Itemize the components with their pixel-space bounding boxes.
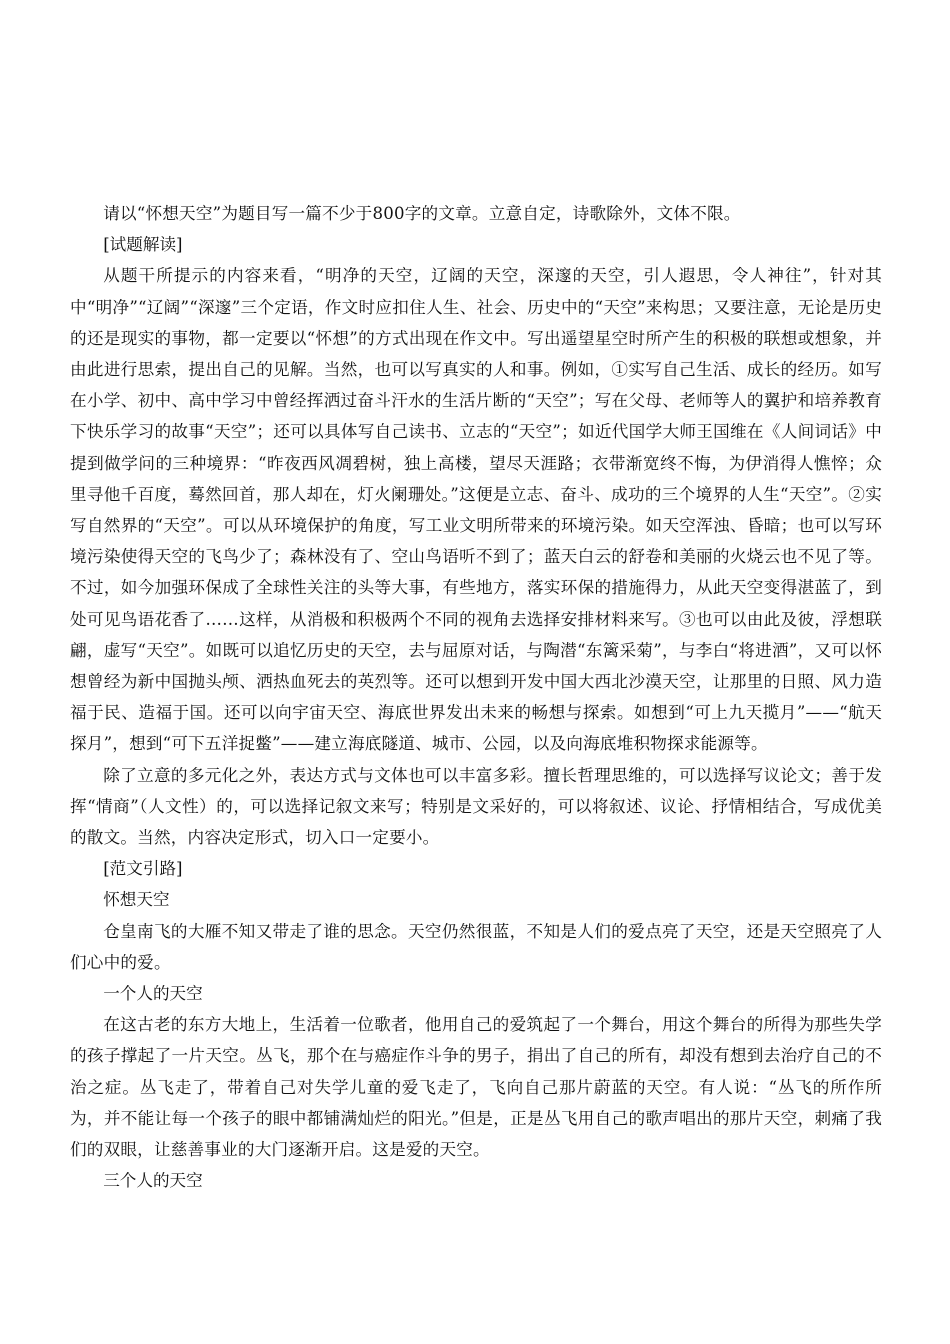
section-heading-interpretation: [试题解读] xyxy=(103,235,183,255)
essay-prompt: 请以“怀想天空”为题目写一篇不少于800字的文章。立意自定，诗歌除外，文体不限。 xyxy=(103,204,741,223)
essay-intro-paragraph: 仓皇南飞的大雁不知又带走了谁的思念。天空仍然很蓝，不知是人们的爱点亮了天空，还是天空照亮了人们心中的爱。 xyxy=(70,921,882,972)
section-heading-example: [范文引路] xyxy=(103,859,183,879)
essay-subtitle-three: 三个人的天空 xyxy=(103,1171,203,1191)
essay-paragraph-one: 在这古老的东方大地上，生活着一位歌者，他用自己的爱筑起了一个舞台，用这个舞台的所得为那些失学的孩子撑起了一片天空。丛飞，那个在与癌症作斗争的男子，捐出了自己的所有，却没有想到去治疗自己的不治之症。丛飞走了，带着自己对失学儿童的爱飞走了，飞向自己那片蔚蓝的天空。有人说：“丛飞的所作所为，并不能让每一个孩子的眼中都铺满灿烂的阳光。”但是，正是丛飞用自己的歌声唱出的那片天空，刺痛了我们的双眼，让慈善事业的大门逐渐开启。这是爱的天空。 xyxy=(70,1015,882,1160)
essay-subtitle-one: 一个人的天空 xyxy=(103,984,203,1004)
essay-title: 怀想天空 xyxy=(103,890,170,910)
interpretation-paragraph-2: 除了立意的多元化之外，表达方式与文体也可以丰富多彩。擅长哲理思维的，可以选择写议论文；善于发挥“情商”（人文性）的，可以选择记叙文来写；特别是文采好的，可以将叙述、议论、抒情相结合，写成优美的散文。当然，内容决定形式，切入口一定要小。 xyxy=(70,765,882,848)
interpretation-paragraph-1: 从题干所提示的内容来看，“明净的天空，辽阔的天空，深邃的天空，引人遐思，令人神往”，针对其中“明净”“辽阔”“深邃”三个定语，作文时应扣住人生、社会、历史中的“天空”来构思；又要注意，无论是历史的还是现实的事物，都一定要以“怀想”的方式出现在作文中。写出遥望星空时所产生的积极的联想或想象，并由此进行思索，提出自己的见解。当然，也可以写真实的人和事。例如，①实写自己生活、成长的经历。如写在小学、初中、高中学习中曾经挥洒过奋斗汗水的生活片断的“天空”；写在父母、老师等人的翼护和培养教育下快乐学习的故事“天空”；还可以具体写自己读书、立志的“天空”；如近代国学大师王国维在《人间词话》中提到做学问的三种境界：“昨夜西风凋碧树，独上高楼，望尽天涯路；衣带渐宽终不悔，为伊消得人憔悴；众里寻他千百度，蓦然回首，那人却在，灯火阑珊处。”这便是立志、奋斗、成功的三个境界的人生“天空”。②实写自然界的“天空”。可以从环境保护的角度，写工业文明所带来的环境污染。如天空浑浊、昏暗；也可以写环境污染使得天空的飞鸟少了；森林没有了、空山鸟语听不到了；蓝天白云的舒卷和美丽的火烧云也不见了等。不过，如今加强环保成了全球性关注的头等大事，有些地方，落实环保的措施得力，从此天空变得湛蓝了，到处可见鸟语花香了……这样，从消极和积极两个不同的视角去选择安排材料来写。③也可以由此及彼，浮想联翩，虚写“天空”。如既可以追忆历史的天空，去与屈原对话，与陶潜“东篱采菊”，与李白“将进酒”，又可以怀想曾经为新中国抛头颅、洒热血死去的英烈等。还可以想到开发中国大西北沙漠天空，让那里的日照、风力造福于民、造福于国。还可以向宇宙天空、海底世界发出未来的畅想与探索。如想到“可上九天揽月”——“航天探月”，想到“可下五洋捉鳖”——建立海底隧道、城市、公园，以及向海底堆积物探求能源等。 xyxy=(70,266,882,754)
document-page xyxy=(70,198,882,1197)
